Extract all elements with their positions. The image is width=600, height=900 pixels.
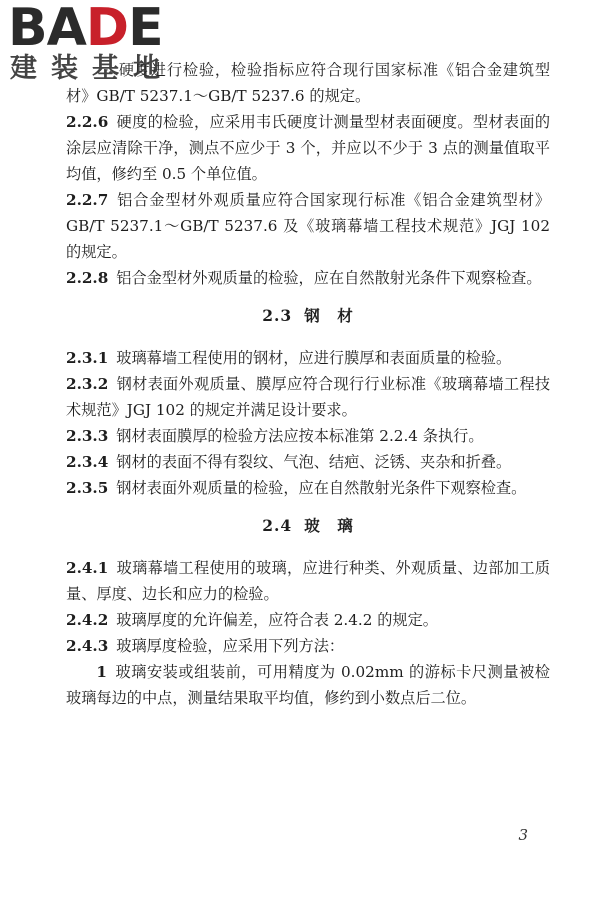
clause-2-3-1 bbox=[66, 345, 550, 371]
clause-text: 铝合金型材外观质量应符合国家现行标准《铝合金建筑型材》GB/T 5237.1～GB/T 5237.6 及《玻璃幕墙工程技术规范》JGJ 102 的规定。 bbox=[66, 191, 550, 261]
section-title: 钢 材 bbox=[304, 306, 354, 325]
logo-brand bbox=[8, 0, 163, 58]
clause-2-4-2 bbox=[66, 607, 550, 633]
clause-number: 2.4.1 bbox=[66, 559, 109, 577]
section-heading-steel bbox=[66, 303, 550, 329]
clause-number: 2.2.8 bbox=[66, 269, 109, 287]
logo-brand-prefix: BA bbox=[8, 0, 86, 58]
clause-text: 钢材表面膜厚的检验方法应按本标准第 2.2.4 条执行。 bbox=[116, 427, 484, 445]
clause-text: 玻璃厚度的允许偏差，应符合表 2.4.2 的规定。 bbox=[116, 611, 438, 629]
sub-item-text: 玻璃安装或组装前，可用精度为 0.02mm 的游标卡尺测量被检玻璃每边的中点，测量结果取平均值，修约到小数点后二位。 bbox=[66, 663, 550, 707]
clause-text: 铝合金型材外观质量的检验，应在自然散射光条件下观察检查。 bbox=[116, 269, 542, 287]
clause-text: 玻璃厚度检验，应采用下列方法： bbox=[116, 637, 345, 655]
clause-number: 2.3.4 bbox=[66, 453, 109, 471]
clause-2-2-7 bbox=[66, 187, 550, 265]
clause-2-3-3 bbox=[66, 423, 550, 449]
section-number: 2.3 bbox=[262, 306, 293, 325]
clause-text: 硬度的检验，应采用韦氏硬度计测量型材表面硬度。型材表面的涂层应清除干净，测点不应少于 3 个，并应以不少于 3 点的测量值取平均值，修约至 0.5 个单位值。 bbox=[66, 113, 550, 183]
sub-item-number: 1 bbox=[96, 663, 107, 681]
clause-number: 2.3.2 bbox=[66, 375, 109, 393]
clause-2-3-5 bbox=[66, 475, 550, 501]
clause-text: 玻璃幕墙工程使用的玻璃，应进行种类、外观质量、边部加工质量、厚度、边长和应力的检验。 bbox=[66, 559, 550, 603]
section-number: 2.4 bbox=[262, 516, 293, 535]
clause-number: 2.3.3 bbox=[66, 427, 109, 445]
clause-2-2-6 bbox=[66, 109, 550, 187]
clause-number: 2.3.5 bbox=[66, 479, 109, 497]
sub-item-1 bbox=[66, 659, 550, 711]
logo-subtitle: 建装基地 bbox=[10, 53, 174, 84]
clause-2-2-8 bbox=[66, 265, 550, 291]
logo-brand-suffix: E bbox=[128, 0, 163, 58]
clause-number: 2.2.7 bbox=[66, 191, 109, 209]
section-title: 玻 璃 bbox=[304, 516, 354, 535]
clause-number: 2.2.6 bbox=[66, 113, 109, 131]
clause-2-3-4 bbox=[66, 449, 550, 475]
clause-text: 钢材表面外观质量的检验，应在自然散射光条件下观察检查。 bbox=[116, 479, 527, 497]
clause-number: 2.3.1 bbox=[66, 349, 109, 367]
section-heading-glass bbox=[66, 513, 550, 539]
watermark-logo bbox=[8, 2, 178, 84]
clause-text: 钢材表面外观质量、膜厚应符合现行行业标准《玻璃幕墙工程技术规范》JGJ 102 的规定并满足设计要求。 bbox=[66, 375, 550, 419]
clause-text: 钢材的表面不得有裂纹、气泡、结疤、泛锈、夹杂和折叠。 bbox=[116, 453, 512, 471]
clause-number: 2.4.2 bbox=[66, 611, 109, 629]
clause-number: 2.4.3 bbox=[66, 637, 109, 655]
logo-brand-accent: D bbox=[85, 0, 129, 58]
clause-text: 玻璃幕墙工程使用的钢材，应进行膜厚和表面质量的检验。 bbox=[116, 349, 512, 367]
clause-2-3-2 bbox=[66, 371, 550, 423]
page-number: 3 bbox=[518, 826, 528, 844]
clause-2-4-3 bbox=[66, 633, 550, 659]
clause-text: 硬度进行检验，检验指标应符合现行国家标准《铝合金建筑型材》GB/T 5237.1～GB/T 5237.6 的规定。 bbox=[66, 61, 550, 105]
document-body bbox=[66, 57, 550, 711]
clause-2-4-1 bbox=[66, 555, 550, 607]
